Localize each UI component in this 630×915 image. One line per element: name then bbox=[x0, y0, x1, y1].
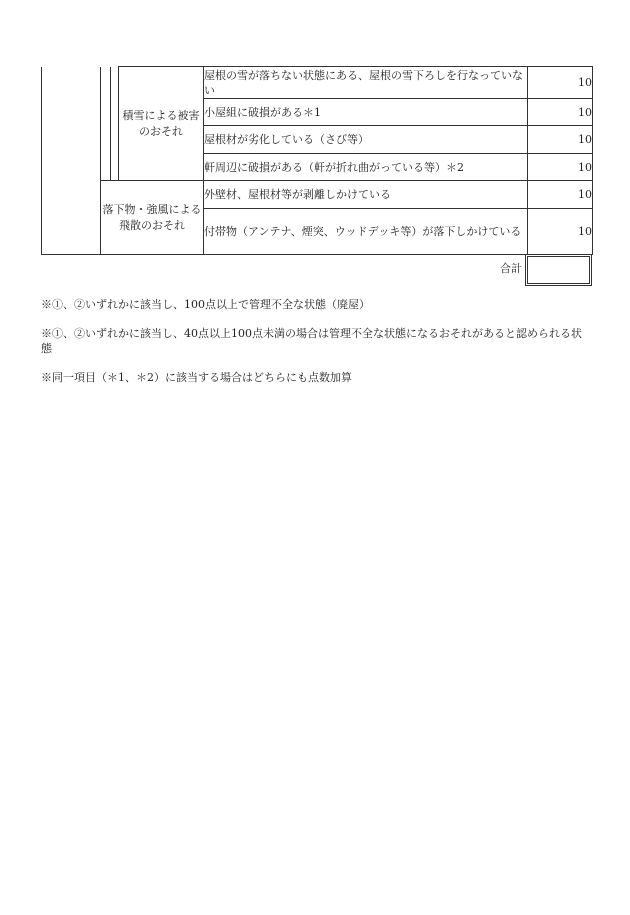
total-label: 合計 bbox=[500, 262, 522, 275]
note-2: ※①、②いずれかに該当し、40点以上100点未満の場合は管理不全な状態になるおそれがあると認められる状態 bbox=[41, 327, 582, 355]
total-input-box[interactable] bbox=[527, 256, 590, 284]
fall-category-label: 落下物・強風による飛散のおそれ bbox=[101, 181, 204, 255]
table-row bbox=[42, 67, 593, 99]
item-text: 屋根材が劣化している（さび等） bbox=[204, 126, 528, 154]
table-row bbox=[42, 181, 593, 209]
score-value: 10 bbox=[528, 126, 593, 154]
item-text: 屋根の雪が落ちない状態にある、屋根の雪下ろしを行なっていない bbox=[204, 67, 528, 99]
item-text: 小屋組に破損がある＊1 bbox=[204, 99, 528, 126]
item-text: 外壁材、屋根材等が剥離しかけている bbox=[204, 181, 528, 209]
item-text: 付帯物（アンテナ、煙突、ウッドデッキ等）が落下しかけている bbox=[204, 209, 528, 255]
assessment-table bbox=[41, 66, 593, 255]
item-text: 軒周辺に破損がある（軒が折れ曲がっている等）＊2 bbox=[204, 154, 528, 181]
score-value: 10 bbox=[528, 181, 593, 209]
sub-category-cell bbox=[101, 67, 111, 181]
note-1: ※①、②いずれかに該当し、100点以上で管理不全な状態（廃屋） bbox=[41, 298, 370, 311]
score-value: 10 bbox=[528, 67, 593, 99]
score-value: 10 bbox=[528, 209, 593, 255]
score-value: 10 bbox=[528, 154, 593, 181]
score-value: 10 bbox=[528, 99, 593, 126]
outer-category-cell bbox=[42, 67, 101, 255]
indent-spacer bbox=[111, 67, 119, 181]
note-3: ※同一項目（＊1、＊2）に該当する場合はどちらにも点数加算 bbox=[41, 371, 352, 384]
snow-category-label: 積雪による被害のおそれ bbox=[119, 67, 204, 181]
